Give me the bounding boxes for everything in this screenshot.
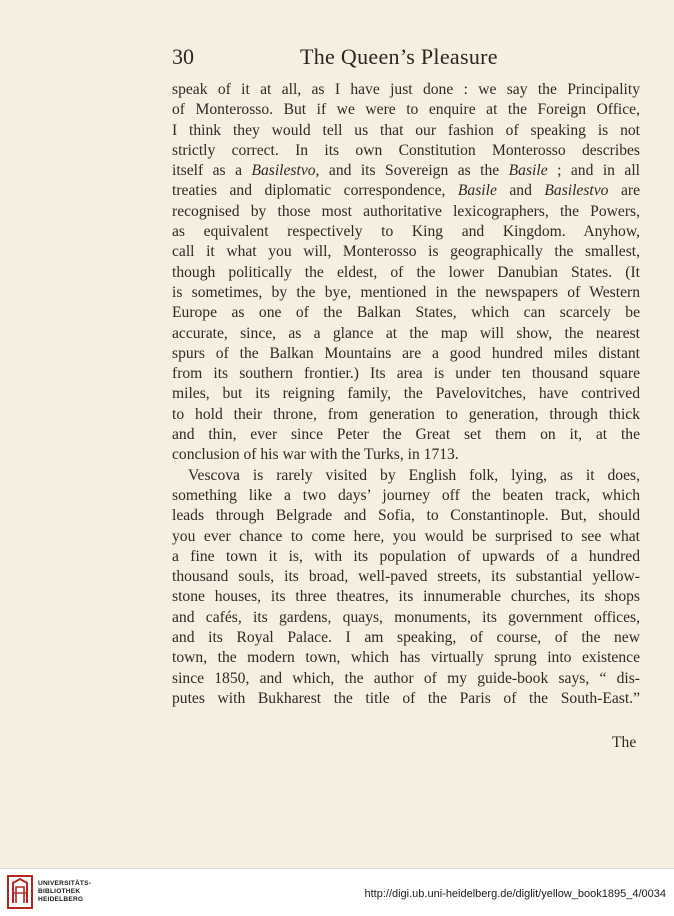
page-number: 30: [172, 44, 194, 69]
text-line: speak of it at all, as I have just done : we say the Principality: [172, 81, 640, 98]
text-fragment: and: [496, 182, 545, 200]
text-line: of Monterosso. But if we were to enquire at the Foreign Office,: [172, 101, 640, 119]
text-line: strictly correct. In its own Constitution Monterosso describes: [172, 141, 640, 159]
text-line-italic-terms: [172, 161, 640, 181]
text-line: Vescova is rarely visited by English folk, lying, as it does,: [188, 466, 640, 484]
text-line: is sometimes, by the bye, mentioned in the newspapers of Western: [172, 283, 640, 301]
text-fragment: ; and in all: [547, 162, 640, 180]
text-line: and its Royal Palace. I am speaking, of course, of the new: [172, 629, 640, 647]
text-line: since 1850, and which, the author of my guide-book says, “ dis-: [172, 669, 640, 687]
text-line: though politically the eldest, of the lower Danubian States. (It: [172, 263, 640, 281]
text-line: a fine town it is, with its population of upwards of a hundred: [172, 547, 640, 565]
library-name-line: HEIDELBERG: [38, 895, 84, 903]
text-fragment: itself as a: [172, 162, 252, 180]
running-title: The Queen’s Pleasure: [300, 44, 498, 69]
text-line: putes with Bukharest the title of the Paris of the South-East.”: [172, 689, 640, 707]
text-fragment: are: [608, 182, 641, 200]
text-line: stone houses, its three theatres, its innumerable churches, its shops: [172, 588, 640, 606]
library-name: [38, 880, 91, 903]
catchword: The: [612, 734, 637, 751]
italic-term: Basilestvo: [251, 162, 316, 180]
text-line: miles, but its reigning family, the Pavelovitches, have contrived: [172, 385, 640, 403]
text-line: from its southern frontier.) Its area is under ten thousand square: [172, 365, 640, 383]
text-line: conclusion of his war with the Turks, in 1713.: [172, 446, 459, 464]
body-text: [172, 80, 640, 709]
text-line: as equivalent respectively to King and Kingdom. Anyhow,: [172, 223, 640, 241]
italic-term: Basilestvo: [544, 182, 609, 200]
italic-term: Basile: [508, 162, 548, 180]
library-logo-icon: [7, 875, 33, 909]
text-line: thousand souls, its broad, well-paved streets, its substantial yellow-: [172, 568, 640, 586]
text-fragment: , and its Sovereign as the: [315, 162, 509, 180]
text-line: call it what you will, Monterosso is geographically the smallest,: [172, 243, 640, 261]
text-line: and cafés, its gardens, quays, monuments, its government offices,: [172, 608, 640, 626]
text-line: you ever chance to come here, you would be surprised to see what: [172, 527, 640, 545]
text-line: leads through Belgrade and Sofia, to Constantinople. But, should: [172, 507, 640, 525]
text-line: I think they would tell us that our fashion of speaking is not: [172, 121, 640, 139]
text-fragment: treaties and diplomatic correspondence,: [172, 182, 458, 200]
library-name-line: BIBLIOTHEK: [38, 887, 81, 895]
text-line-italic-terms: [172, 181, 640, 201]
text-line: spurs of the Balkan Mountains are a good hundred miles distant: [172, 344, 640, 362]
text-line: Europe as one of the Balkan States, which can scarcely be: [172, 304, 640, 322]
text-line: recognised by those most authoritative lexicographers, the Powers,: [172, 202, 640, 220]
italic-term: Basile: [457, 182, 497, 200]
text-line: and thin, ever since Peter the Great set them on it, at the: [172, 426, 640, 444]
library-name-line: UNIVERSITÄTS-: [38, 880, 92, 887]
text-line: something like a two days’ journey off the beaten track, which: [172, 486, 640, 504]
text-line: to hold their throne, from generation to generation, through thick: [172, 405, 640, 423]
text-line: town, the modern town, which has virtually sprung into existence: [172, 649, 640, 667]
source-url-link[interactable]: http://digi.ub.uni-heidelberg.de/diglit/yellow_book1895_4/0034: [364, 888, 666, 900]
text-line: accurate, since, as a glance at the map will show, the nearest: [172, 324, 640, 342]
